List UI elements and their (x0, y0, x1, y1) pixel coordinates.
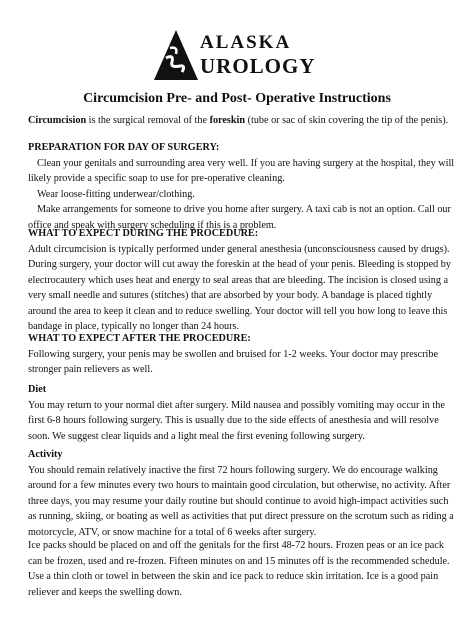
logo-text-urology: UROLOGY (200, 54, 316, 78)
prep-paragraph-3: Make arrangements for someone to drive you home after surgery. A taxi cab is not an option. Call our office and speak with surgery scheduling if this is a problem. (28, 204, 451, 231)
logo-text-alaska: ALASKA (200, 32, 292, 53)
page-title: Circumcision Pre- and Post- Operative Instructions (83, 91, 391, 106)
mountain-logo-icon (152, 28, 200, 82)
section-heading-after: WHAT TO EXPECT AFTER THE PROCEDURE: (28, 333, 251, 344)
prep-paragraph-1: Clean your genitals and surrounding area very well. If you are having surgery at the hospital, they will likely provide a specific soap to use for pre-operative cleaning. (28, 157, 455, 184)
section-activity (28, 447, 456, 540)
section-preparation (28, 140, 456, 233)
activity-paragraph-1: You should remain relatively inactive the first 72 hours following surgery. We do encourage walking around for a few minutes every two hours to maintain good circulation, but otherwise, no activity. After three days, you may resume your daily routine but should continue to avoid high-impact activities such as running, skiing, or boating as well as activities that put direct pressure on the scrotum such as riding a motorcycle, ATV, or snow machine for a total of 6 weeks after surgery. (28, 464, 454, 538)
intro-text-b: (tube or sac of skin covering the tip of the penis). (245, 115, 449, 126)
section-during (28, 226, 456, 335)
term-circumcision: Circumcision (28, 115, 87, 126)
section-heading-during: WHAT TO EXPECT DURING THE PROCEDURE: (28, 228, 259, 239)
ice-pack-paragraph-block (28, 538, 456, 600)
prep-paragraph-2: Wear loose-fitting underwear/clothing. (37, 188, 195, 200)
section-heading-preparation: PREPARATION FOR DAY OF SURGERY: (28, 142, 220, 153)
section-heading-activity: Activity (28, 449, 63, 460)
diet-paragraph: You may return to your normal diet after surgery. Mild nausea and possibly vomiting may occur in the first 6-8 hours following surgery. This is usually due to the side effects of anesthesia and will resolve soon. We suggest clear liquids and a light meal the first evening following surgery. (28, 399, 445, 442)
intro-text-a: is the surgical removal of the (86, 115, 210, 126)
term-foreskin: foreskin (209, 115, 246, 126)
activity-paragraph-2: Ice packs should be placed on and off the genitals for the first 48-72 hours. Frozen peas or an ice pack can be frozen, used and re-frozen. Fifteen minutes on and 15 minutes off is the recommended schedule. Use a thin cloth or towel in between the skin and ice pack to reduce skin irritation. Ice is a good pain reliever and keeps the swelling down. (28, 540, 450, 598)
during-paragraph: Adult circumcision is typically performed under general anesthesia (unconsciousness caused by drugs). During surgery, your doctor will cut away the foreskin at the head of your penis. Bleeding is stopped by electrocautery which uses heat and energy to seal areas that are bleeding. The incision is closed using a very small needle and sutures (stitches) that are absorbed by your body. A bandage is placed tightly around the area to keep it clean and to reduce swelling. Your doctor will tell you how long to leave this bandage in place, typically no longer than 24 hours. (28, 243, 451, 332)
after-paragraph: Following surgery, your penis may be swollen and bruised for 1-2 weeks. Your doctor may prescribe stronger pain relievers as well. (28, 348, 438, 375)
section-after (28, 331, 456, 378)
section-heading-diet: Diet (28, 384, 47, 395)
intro-paragraph (28, 113, 456, 129)
section-diet (28, 382, 456, 444)
alaska-urology-logo (152, 28, 332, 86)
